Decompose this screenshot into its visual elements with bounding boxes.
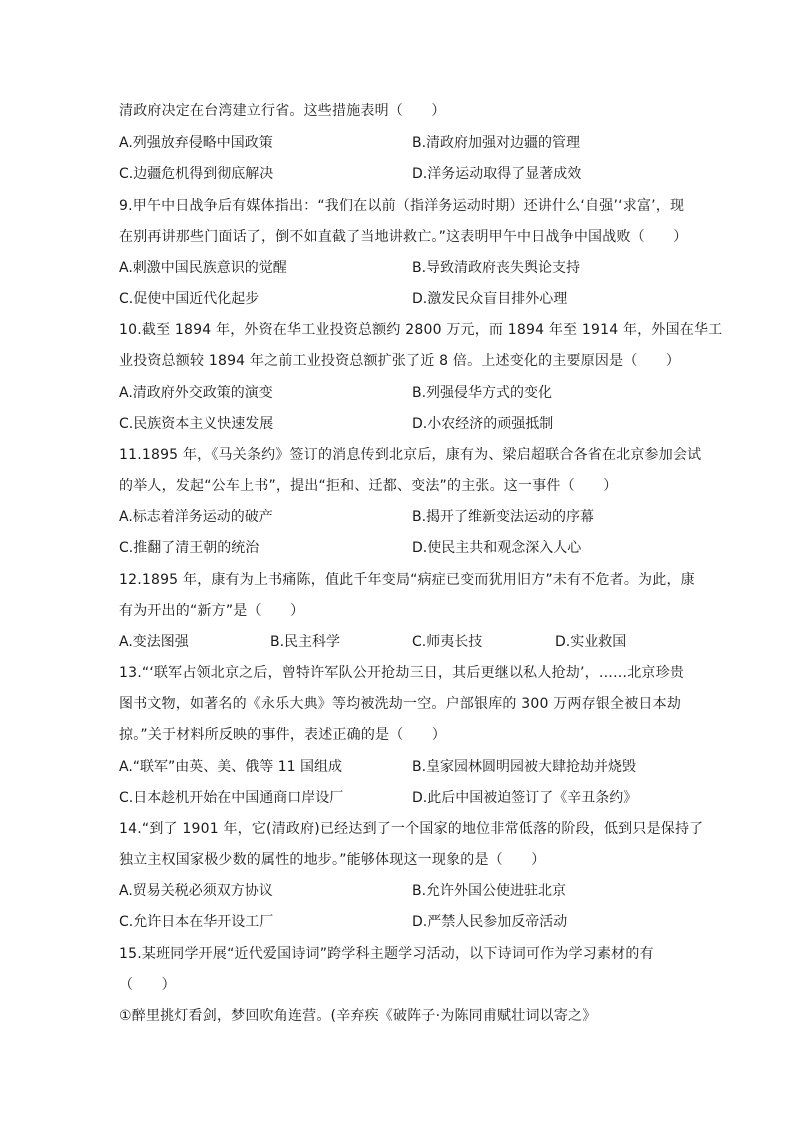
q12-option-a: A.变法图强 xyxy=(119,634,189,650)
q10-option-a: A.清政府外交政策的演变 xyxy=(119,385,273,401)
q14-option-d: D.严禁人民参加反帝活动 xyxy=(412,914,568,930)
q11-option-a: A.标志着洋务运动的破产 xyxy=(119,509,273,525)
q13-stem-line2: 图书文物，如著名的《永乐大典》等均被洗劫一空。户部银库的 300 万两存银全被日本劫 xyxy=(119,696,682,712)
q13-stem-line1: 13.“‘联军占领北京之后，曾特许军队公开抢劫三日，其后更继以私人抢劫’，……北京珍贵 xyxy=(119,665,685,681)
q13-option-c: C.日本趁机开始在中国通商口岸设厂 xyxy=(119,790,344,806)
q12-option-d: D.实业救国 xyxy=(555,634,627,650)
q10-stem-line2: 业投资总额较 1894 年之前工业投资总额扩张了近 8 倍。上述变化的主要原因是（ ） xyxy=(119,353,681,369)
q8-option-a: A.列强放弃侵略中国政策 xyxy=(119,135,273,151)
q12-option-c: C.师夷长技 xyxy=(412,634,483,650)
q10-stem-line1: 10.截至 1894 年，外资在华工业投资总额约 2800 万元，而 1894 年至 1914 年，外国在华工 xyxy=(119,322,723,338)
q13-stem-line3: 掠。”关于材料所反映的事件，表述正确的是（ ） xyxy=(119,727,447,743)
q14-stem-line2: 独立主权国家极少数的属性的地步。”能够体现这一现象的是（ ） xyxy=(119,852,546,868)
q9-option-d: D.激发民众盲目排外心理 xyxy=(412,291,568,307)
q8-option-d: D.洋务运动取得了显著成效 xyxy=(412,166,582,182)
q11-stem-line1: 11.1895 年，《马关条约》签订的消息传到北京后，康有为、梁启超联合各省在北京参加会试 xyxy=(119,447,702,463)
q15-stem-line2: （ ） xyxy=(119,977,176,993)
q10-option-d: D.小农经济的顽强抵制 xyxy=(412,416,554,432)
q11-option-b: B.揭开了维新变法运动的序幕 xyxy=(412,509,595,525)
q15-stem-line1: 15.某班同学开展“近代爱国诗词”跨学科主题学习活动，以下诗词可作为学习素材的有 xyxy=(119,946,654,962)
q12-stem-line1: 12.1895 年，康有为上书痛陈，值此千年变局“病症已变而犹用旧方”未有不危者。为此，康 xyxy=(119,572,695,588)
q13-option-b: B.皇家园林圆明园被大肆抢劫并烧毁 xyxy=(412,759,637,775)
q11-stem-line2: 的举人，发起“公车上书”，提出“拒和、迁都、变法”的主张。这一事件（ ） xyxy=(119,478,618,494)
q12-stem-line2: 有为开出的“新方”是（ ） xyxy=(119,603,305,619)
q11-option-c: C.推翻了清王朝的统治 xyxy=(119,540,260,556)
q9-stem-line1: 9.甲午中日战争后有媒体指出：“我们在以前（指洋务运动时期）还讲什么‘自强’‘求富’，现 xyxy=(119,198,685,214)
q8-option-b: B.清政府加强对边疆的管理 xyxy=(412,135,581,151)
q14-stem-line1: 14.“到了 1901 年，它(清政府)已经达到了一个国家的地位非常低落的阶段，低到只是保持了 xyxy=(119,821,704,837)
q14-option-b: B.允许外国公使进驻北京 xyxy=(412,883,567,899)
q15-poem-item-1: ①醉里挑灯看剑，梦回吹角连营。(辛弃疾《破阵子·为陈同甫赋壮词以寄之》 xyxy=(119,1008,597,1024)
q9-option-b: B.导致清政府丧失舆论支持 xyxy=(412,260,581,276)
q12-option-b: B.民主科学 xyxy=(270,634,341,650)
q14-option-c: C.允许日本在华开设工厂 xyxy=(119,914,274,930)
q13-option-d: D.此后中国被迫签订了《辛丑条约》 xyxy=(412,790,638,806)
q9-stem-line2: 在别再讲那些门面话了，倒不如直截了当地讲救亡。”这表明甲午中日战争中国战败（ ） xyxy=(119,229,688,245)
q14-option-a: A.贸易关税必须双方协议 xyxy=(119,883,273,899)
q10-option-b: B.列强侵华方式的变化 xyxy=(412,385,553,401)
q13-option-a: A.“联军”由英、美、俄等 11 国组成 xyxy=(119,759,343,775)
q9-option-a: A.刺激中国民族意识的觉醒 xyxy=(119,260,287,276)
q10-option-c: C.民族资本主义快速发展 xyxy=(119,416,274,432)
q9-option-c: C.促使中国近代化起步 xyxy=(119,291,260,307)
q8-stem-tail: 清政府决定在台湾建立行省。这些措施表明（ ） xyxy=(119,103,446,119)
q11-option-d: D.使民主共和观念深入人心 xyxy=(412,540,582,556)
q8-option-c: C.边疆危机得到彻底解决 xyxy=(119,166,274,182)
